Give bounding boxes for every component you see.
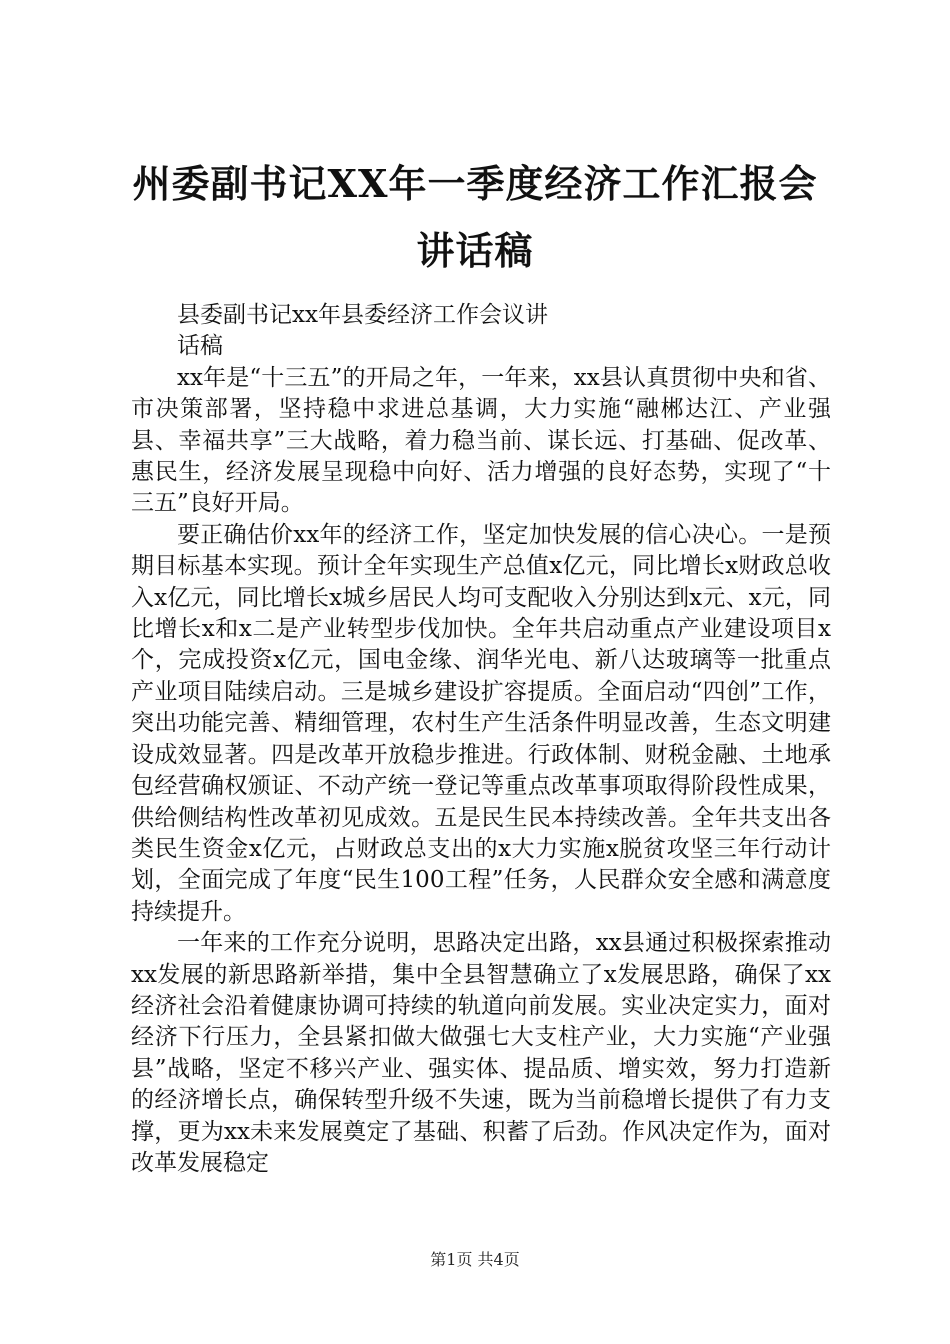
paragraph: 话稿 <box>177 333 223 360</box>
paragraph: 一年来的工作充分说明，思路决定出路，xx县通过积极探索推动xx发展的新思路新举措，集中全县智慧确立了x发展思路，确保了xx经济社会沿着健康协调可持续的轨道向前发展。实业决定实力，面对经济下行压力，全县紧扣做大做强七大支柱产业，大力实施“产业强县”战略，坚定不移兴产业、强实体、提品质、增实效，努力打造新的经济增长点，确保转型升级不失速，既为当前稳增长提供了有力支撑，更为xx未来发展奠定了基础、积蓄了后劲。作风决定作为，面对改革发展稳定 <box>131 930 831 1176</box>
page-number: 第1页 共4页 <box>430 1250 520 1269</box>
document-body <box>131 300 831 1179</box>
paragraph: 要正确估价xx年的经济工作，坚定加快发展的信心决心。一是预期目标基本实现。预计全年实现生产总值x亿元，同比增长x财政总收入x亿元，同比增长x城乡居民人均可支配收入分别达到x元、x元，同比增长x和x二是产业转型步伐加快。全年共启动重点产业建设项目x个，完成投资x亿元，国电金缘、润华光电、新八达玻璃等一批重点产业项目陆续启动。三是城乡建设扩容提质。全面启动“四创”工作，突出功能完善、精细管理，农村生产生活条件明显改善，生态文明建设成效显著。四是改革开放稳步推进。行政体制、财税金融、土地承包经营确权颁证、不动产统一登记等重点改革事项取得阶段性成果，供给侧结构性改革初见成效。五是民生民本持续改善。全年共支出各类民生资金x亿元，占财政总支出的x大力实施x脱贫攻坚三年行动计划，全面完成了年度“民生100工程”任务，人民群众安全感和满意度持续提升。 <box>131 521 831 925</box>
document-title: 州委副书记XX年一季度经济工作汇报会讲话稿 <box>132 161 818 273</box>
paragraph: 县委副书记xx年县委经济工作会议讲 <box>177 302 548 328</box>
paragraph: xx年是“十三五”的开局之年，一年来，xx县认真贯彻中央和省、市决策部署，坚持稳中求进总基调，大力实施“融郴达江、产业强县、幸福共享”三大战略，着力稳当前、谋长远、打基础、促改革、惠民生，经济发展呈现稳中向好、活力增强的良好态势，实现了“十三五”良好开局。 <box>131 364 831 517</box>
